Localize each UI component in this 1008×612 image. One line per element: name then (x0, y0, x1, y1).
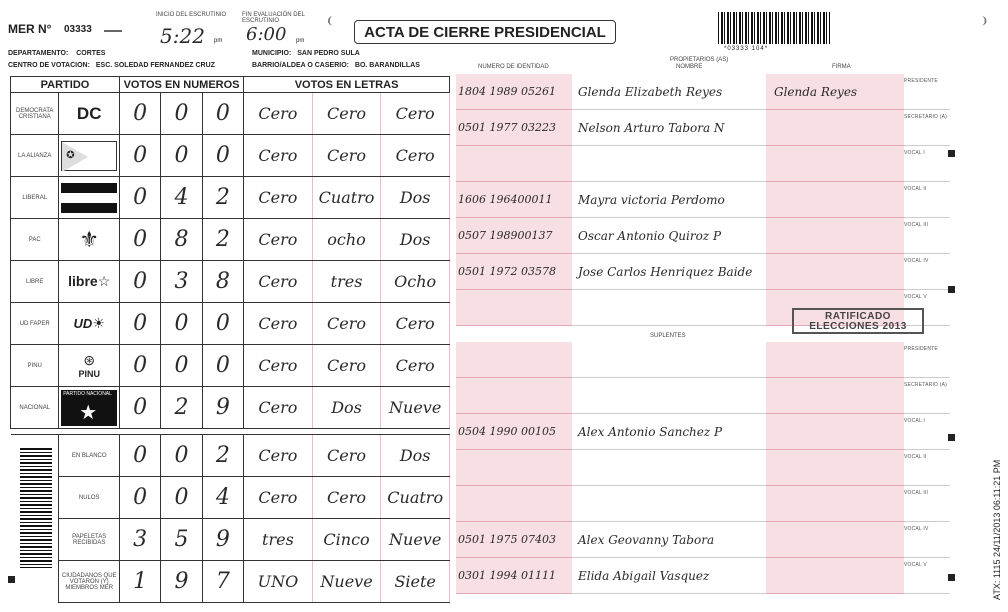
member-role: SECRETARIO (A) (904, 378, 950, 414)
totals-label: CIUDADANOS QUE VOTARON (Y) MIEMBROS MER (59, 561, 120, 603)
member-name (572, 146, 766, 182)
vote-digit: 9 (202, 387, 243, 429)
vote-digit: 0 (119, 345, 160, 387)
fin-suffix: pm (296, 38, 305, 44)
registration-mark (948, 574, 955, 581)
member-row (456, 378, 904, 414)
vote-digit: 0 (161, 93, 202, 135)
member-role: PRESIDENTE (904, 74, 950, 110)
member-id (456, 342, 572, 378)
party-logo-text: DC (76, 103, 102, 123)
member-row (456, 450, 904, 486)
fin-time: 6:00 (246, 24, 287, 45)
col-votos-numeros: VOTOS EN NUMEROS (119, 77, 243, 93)
inicio-label: INICIO DEL ESCRUTINIO (156, 12, 227, 18)
vote-word: Cero (312, 303, 381, 345)
corner-mark-right: ❩ (980, 16, 989, 27)
member-id (456, 450, 572, 486)
members-section (456, 74, 904, 326)
vote-word: Dos (381, 219, 450, 261)
vote-digit: 0 (161, 303, 202, 345)
member-name: Elida Abigail Vasquez (572, 558, 766, 594)
vote-digit: 2 (202, 219, 243, 261)
vote-digit: 0 (119, 177, 160, 219)
totals-row (11, 435, 450, 477)
municipio-row (252, 50, 360, 57)
vote-digit: 0 (119, 303, 160, 345)
vote-word: Cero (381, 135, 450, 177)
total-word: Cero (244, 477, 313, 519)
vote-word: Cero (312, 93, 381, 135)
total-digit: 0 (161, 477, 202, 519)
total-word: Cuatro (381, 477, 450, 519)
party-row (11, 387, 450, 429)
total-digit: 9 (202, 519, 243, 561)
municipio-value: SAN PEDRO SULA (297, 50, 360, 57)
member-signature (766, 522, 904, 558)
roles-column (904, 74, 950, 594)
member-name: Oscar Antonio Quiroz P (572, 218, 766, 254)
member-row (456, 254, 904, 290)
member-role: VOCAL IV (904, 254, 950, 290)
total-digit: 3 (119, 519, 160, 561)
vote-word: Cero (244, 303, 313, 345)
member-role: SECRETARIO (A) (904, 110, 950, 146)
pac-logo-icon: ⚜ (79, 226, 100, 252)
member-id (456, 486, 572, 522)
firma-col-label: FIRMA (832, 64, 851, 70)
total-word: tres (244, 519, 313, 561)
vote-word: Cero (244, 345, 313, 387)
col-partido: PARTIDO (11, 77, 120, 93)
member-row (456, 414, 904, 450)
vote-digit: 0 (119, 93, 160, 135)
vote-word: Cero (244, 387, 313, 429)
barcode-top (718, 12, 830, 44)
party-row (11, 177, 450, 219)
barrio-value: BO. BARANDILLAS (354, 62, 420, 69)
party-row (11, 93, 450, 135)
departamento-label: DEPARTAMENTO: (8, 50, 69, 57)
party-logo (59, 345, 120, 387)
member-row (456, 342, 904, 378)
total-digit: 5 (161, 519, 202, 561)
alianza-logo-icon: ✪ (66, 149, 75, 161)
vote-word: Cero (312, 345, 381, 387)
member-row (456, 558, 904, 594)
party-logo (59, 135, 120, 177)
party-logo-text: libre (68, 273, 98, 289)
member-row (456, 182, 904, 218)
mer-number: 03333 (64, 24, 92, 35)
corner-mark: ❨ (326, 16, 335, 27)
side-timestamp: ATX: 1115 24/11/2013 06:11:21 PM (992, 459, 1002, 600)
vote-word: Cero (244, 219, 313, 261)
vote-digit: 0 (119, 261, 160, 303)
vote-word: Cero (381, 345, 450, 387)
vote-word: Cero (244, 177, 313, 219)
total-word: Cero (244, 435, 313, 477)
sun-icon: ☀ (92, 315, 105, 331)
vote-digit: 8 (202, 261, 243, 303)
departamento-value: CORTES (76, 50, 106, 57)
vote-digit: 0 (202, 135, 243, 177)
vote-digit: 0 (161, 135, 202, 177)
member-name: Glenda Elizabeth Reyes (572, 74, 766, 110)
party-name: PAC (11, 219, 59, 261)
vote-word: Cero (244, 135, 313, 177)
total-digit: 0 (161, 435, 202, 477)
total-word: Nueve (312, 561, 381, 603)
ratificado-stamp: RATIFICADO ELECCIONES 2013 (792, 308, 924, 334)
member-signature (766, 342, 904, 378)
member-signature (766, 378, 904, 414)
member-role: VOCAL II (904, 450, 950, 486)
total-word: Cinco (312, 519, 381, 561)
star-outline-icon: ☆ (97, 273, 111, 289)
vote-word: Cero (244, 93, 313, 135)
member-id: 1606 196400011 (456, 182, 572, 218)
party-logo (59, 303, 120, 345)
party-row (11, 135, 450, 177)
member-row (456, 74, 904, 110)
vote-digit: 0 (161, 345, 202, 387)
inicio-time: 5:22 (160, 24, 205, 48)
total-digit: 9 (161, 561, 202, 603)
municipio-label: MUNICIPIO: (252, 50, 292, 57)
vote-digit: 2 (202, 177, 243, 219)
suplentes-label: SUPLENTES (650, 333, 686, 339)
barcode-left (20, 448, 52, 568)
vote-word: Nueve (381, 387, 450, 429)
member-role: VOCAL V (904, 290, 950, 326)
vote-word: Cero (381, 93, 450, 135)
cne-logo (104, 22, 122, 32)
party-name: PINU (11, 345, 59, 387)
total-word: UNO (244, 561, 313, 603)
member-name: Alex Geovanny Tabora (572, 522, 766, 558)
totals-row (11, 477, 450, 519)
member-signature (766, 218, 904, 254)
identidad-col-label: NUMERO DE IDENTIDAD (478, 64, 549, 70)
totals-row (11, 519, 450, 561)
member-role: VOCAL IV (904, 522, 950, 558)
barrio-row (252, 62, 420, 69)
registration-mark (948, 286, 955, 293)
pinu-logo-icon: ⊛ (83, 352, 96, 368)
registration-mark (948, 150, 955, 157)
centro-value: ESC. SOLEDAD FERNANDEZ CRUZ (95, 62, 215, 69)
vote-digit: 0 (202, 345, 243, 387)
document-title: ACTA DE CIERRE PRESIDENCIAL (354, 20, 616, 44)
totals-label: EN BLANCO (59, 435, 120, 477)
registration-mark (948, 434, 955, 441)
vote-digit: 0 (119, 387, 160, 429)
vote-digit: 4 (161, 177, 202, 219)
total-word: Dos (381, 435, 450, 477)
member-row (456, 218, 904, 254)
party-name: LIBERAL (11, 177, 59, 219)
total-digit: 7 (202, 561, 243, 603)
party-logo (59, 387, 120, 429)
member-id: 0501 1977 03223 (456, 110, 572, 146)
total-digit: 0 (119, 477, 160, 519)
party-name: NACIONAL (11, 387, 59, 429)
vote-word: Cuatro (312, 177, 381, 219)
vote-word: Ocho (381, 261, 450, 303)
member-row (456, 110, 904, 146)
member-role: PRESIDENTE (904, 342, 950, 378)
party-row (11, 219, 450, 261)
member-role: VOCAL III (904, 218, 950, 254)
member-name: Mayra victoria Perdomo (572, 182, 766, 218)
member-role: VOCAL II (904, 182, 950, 218)
vote-digit: 2 (161, 387, 202, 429)
centro-row (8, 62, 215, 69)
member-name: Alex Antonio Sanchez P (572, 414, 766, 450)
member-signature (766, 486, 904, 522)
mer-label: MER N° (8, 22, 52, 36)
totals-label: NULOS (59, 477, 120, 519)
member-row (456, 486, 904, 522)
member-id: 0501 1975 07403 (456, 522, 572, 558)
member-name (572, 290, 766, 326)
vote-digit: 0 (202, 93, 243, 135)
party-logo-text: PARTIDO NACIONAL (63, 390, 112, 397)
suplentes-section (456, 342, 904, 594)
totals-row (11, 561, 450, 603)
vote-digit: 0 (119, 219, 160, 261)
col-votos-letras: VOTOS EN LETRAS (244, 77, 450, 93)
party-row (11, 303, 450, 345)
member-id (456, 290, 572, 326)
centro-label: CENTRO DE VOTACION: (8, 62, 90, 69)
member-id: 0501 1972 03578 (456, 254, 572, 290)
total-word: Cero (312, 435, 381, 477)
barcode-number: *03333 104* (724, 46, 769, 52)
member-role: VOCAL I (904, 146, 950, 182)
total-word: Siete (381, 561, 450, 603)
inicio-suffix: pm (214, 38, 223, 44)
party-name: UD FAPER (11, 303, 59, 345)
member-id (456, 146, 572, 182)
party-logo (59, 219, 120, 261)
registration-mark (8, 576, 15, 583)
party-name: DEMOCRATA CRISTIANA (11, 93, 59, 135)
vote-digit: 8 (161, 219, 202, 261)
member-name (572, 450, 766, 486)
member-signature (766, 182, 904, 218)
party-logo-text: PINU (78, 369, 100, 379)
party-logo (59, 177, 120, 219)
member-name (572, 378, 766, 414)
vote-word: Dos (312, 387, 381, 429)
totals-label: PAPELETAS RECIBIDAS (59, 519, 120, 561)
member-signature (766, 110, 904, 146)
total-digit: 1 (119, 561, 160, 603)
party-logo-text: UD (73, 316, 93, 331)
vote-word: Dos (381, 177, 450, 219)
total-digit: 0 (119, 435, 160, 477)
fin-label: FIN EVALUACIÓN DEL ESCRUTINIO (242, 12, 305, 24)
member-signature (766, 414, 904, 450)
member-name: Nelson Arturo Tabora N (572, 110, 766, 146)
member-signature: Glenda Reyes (766, 74, 904, 110)
star-icon: ★ (79, 401, 98, 424)
barrio-label: BARRIO/ALDEA O CASERIO: (252, 62, 349, 69)
member-id: 0507 198900137 (456, 218, 572, 254)
member-name (572, 486, 766, 522)
vote-digit: 3 (161, 261, 202, 303)
party-row (11, 345, 450, 387)
propietarios-label: PROPIETARIOS (AS) (670, 57, 729, 63)
member-signature (766, 254, 904, 290)
member-id: 1804 1989 05261 (456, 74, 572, 110)
votes-table (10, 76, 450, 596)
total-digit: 2 (202, 435, 243, 477)
member-row (456, 522, 904, 558)
total-word: Cero (312, 477, 381, 519)
total-word: Nueve (381, 519, 450, 561)
member-name: Jose Carlos Henriquez Baide (572, 254, 766, 290)
vote-word: ocho (312, 219, 381, 261)
vote-digit: 0 (119, 135, 160, 177)
member-id: 0504 1990 00105 (456, 414, 572, 450)
member-signature (766, 450, 904, 486)
member-id (456, 378, 572, 414)
member-role: VOCAL I (904, 414, 950, 450)
party-logo (59, 261, 120, 303)
vote-word: Cero (381, 303, 450, 345)
vote-word: Cero (244, 261, 313, 303)
member-row (456, 146, 904, 182)
party-logo (59, 93, 120, 135)
member-role: VOCAL V (904, 558, 950, 594)
party-row (11, 261, 450, 303)
vote-digit: 0 (202, 303, 243, 345)
party-name: LIBRE (11, 261, 59, 303)
total-digit: 4 (202, 477, 243, 519)
vote-word: tres (312, 261, 381, 303)
vote-word: Cero (312, 135, 381, 177)
nombre-col-label: NOMBRE (676, 64, 703, 70)
member-signature (766, 146, 904, 182)
member-signature (766, 558, 904, 594)
party-name: LA ALIANZA (11, 135, 59, 177)
member-name (572, 342, 766, 378)
member-role: VOCAL III (904, 486, 950, 522)
departamento-row (8, 50, 105, 57)
member-id: 0301 1994 01111 (456, 558, 572, 594)
